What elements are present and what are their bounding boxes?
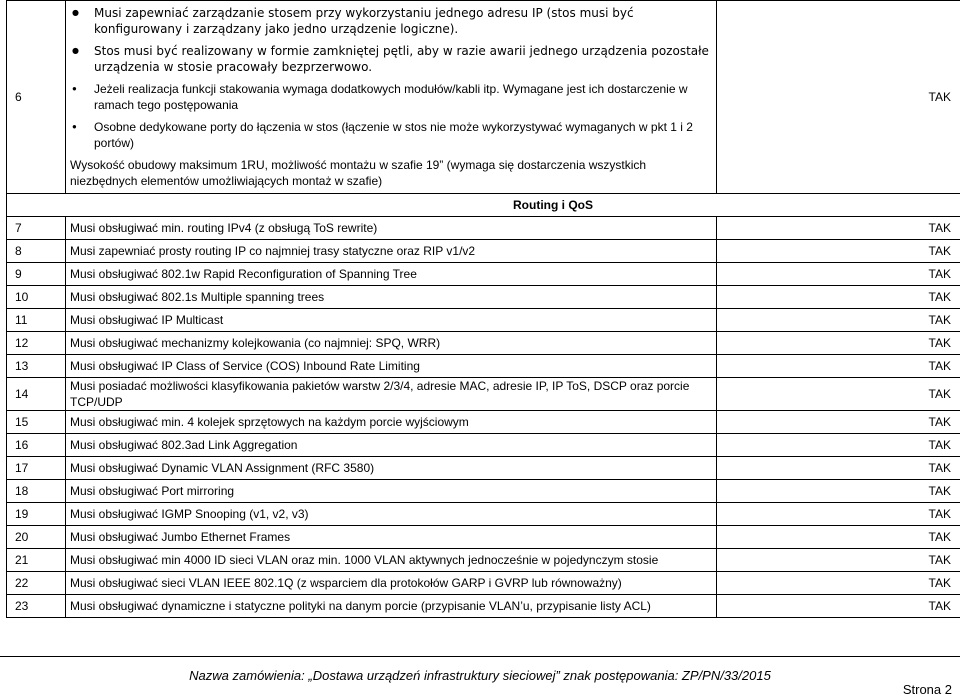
list-item: ● Musi zapewniać zarządzanie stosem przy wykorzystaniu jednego adresu IP (stos musi być konfigurowany i zarządzany jako jedno urządzenie logiczne).: [94, 5, 712, 37]
row-value: TAK: [717, 309, 960, 332]
row-value: TAK: [717, 240, 960, 263]
table-row: [7, 503, 960, 526]
row-value: TAK: [717, 503, 960, 526]
row-number: 9: [7, 263, 66, 286]
row-description: Musi obsługiwać mechanizmy kolejkowania (co najmniej: SPQ, WRR): [66, 332, 717, 355]
row-number: 16: [7, 434, 66, 457]
row-description: Musi obsługiwać dynamiczne i statyczne polityki na danym porcie (przypisanie VLAN’u, przypisanie listy ACL): [66, 595, 717, 618]
table-row: [7, 457, 960, 480]
table-row: [7, 526, 960, 549]
row-value: TAK: [717, 332, 960, 355]
row-number: 10: [7, 286, 66, 309]
row-number: 19: [7, 503, 66, 526]
table-row: [7, 378, 960, 411]
row-extra-text: Wysokość obudowy maksimum 1RU, możliwość montażu w szafie 19” (wymaga się dostarczenia wszystkich niezbędnych elementów umożliwiających montaż w szafie): [70, 157, 712, 189]
row-description: Musi obsługiwać Port mirroring: [66, 480, 717, 503]
row-number: 20: [7, 526, 66, 549]
row-description: Musi obsługiwać Dynamic VLAN Assignment (RFC 3580): [66, 457, 717, 480]
row-number: 6: [7, 1, 66, 194]
row-description: Musi obsługiwać IP Class of Service (COS) Inbound Rate Limiting: [66, 355, 717, 378]
table-row: [7, 434, 960, 457]
list-item: ● Stos musi być realizowany w formie zamkniętej pętli, aby w razie awarii jednego urządzenia pozostałe urządzenia w stosie pracowały bezprzerwowo.: [94, 43, 712, 75]
row-description: Musi obsługiwać IGMP Snooping (v1, v2, v3): [66, 503, 717, 526]
row-value: TAK: [717, 263, 960, 286]
table-row: [7, 480, 960, 503]
footer-rule: [0, 656, 960, 657]
section-header-row: [7, 194, 960, 217]
table-row: [7, 263, 960, 286]
table-row: [7, 332, 960, 355]
table-row: [7, 1, 960, 194]
rows-body: [7, 217, 960, 618]
table-row: [7, 309, 960, 332]
row-value: TAK: [717, 434, 960, 457]
table-row: [7, 411, 960, 434]
row-number: 14: [7, 378, 66, 411]
section-title: Routing i QoS: [7, 194, 960, 217]
row-description: Musi zapewniać prosty routing IP co najmniej trasy statyczne oraz RIP v1/v2: [66, 240, 717, 263]
row-value: TAK: [717, 411, 960, 434]
table-row: [7, 240, 960, 263]
footer-text: Nazwa zamówienia: „Dostawa urządzeń infrastruktury sieciowej” znak postępowania: ZP/PN/33/2015: [0, 668, 960, 683]
row-value: TAK: [717, 1, 960, 194]
row-description: Musi obsługiwać min. routing IPv4 (z obsługą ToS rewrite): [66, 217, 717, 240]
row-number: 22: [7, 572, 66, 595]
row-value: TAK: [717, 595, 960, 618]
row-description: [66, 1, 717, 194]
row-value: TAK: [717, 355, 960, 378]
row-number: 7: [7, 217, 66, 240]
row-number: 12: [7, 332, 66, 355]
list-item: ● Osobne dedykowane porty do łączenia w stos (łączenie w stos nie może wykorzystywać wymaganych w pkt 1 i 2 portów): [94, 119, 712, 151]
row-description: Musi obsługiwać min 4000 ID sieci VLAN oraz min. 1000 VLAN aktywnych jednocześnie w pojedynczym stosie: [66, 549, 717, 572]
row-number: 13: [7, 355, 66, 378]
row-number: 21: [7, 549, 66, 572]
row-value: TAK: [717, 217, 960, 240]
table-row: [7, 572, 960, 595]
table-row: [7, 549, 960, 572]
row-value: TAK: [717, 549, 960, 572]
table-row: [7, 286, 960, 309]
row-description: Musi obsługiwać 802.1w Rapid Reconfiguration of Spanning Tree: [66, 263, 717, 286]
row-value: TAK: [717, 572, 960, 595]
row-description: Musi obsługiwać min. 4 kolejek sprzętowych na każdym porcie wyjściowym: [66, 411, 717, 434]
row-number: 8: [7, 240, 66, 263]
table-row: [7, 217, 960, 240]
row-value: TAK: [717, 457, 960, 480]
row-description: Musi obsługiwać sieci VLAN IEEE 802.1Q (z wsparciem dla protokołów GARP i GVRP lub równoważny): [66, 572, 717, 595]
row-number: 15: [7, 411, 66, 434]
row-description: Musi obsługiwać 802.1s Multiple spanning trees: [66, 286, 717, 309]
list-item: ● Jeżeli realizacja funkcji stakowania wymaga dodatkowych modułów/kabli itp. Wymagane jest ich dostarczenie w ramach tego postępowania: [94, 81, 712, 113]
row-value: TAK: [717, 378, 960, 411]
row-value: TAK: [717, 286, 960, 309]
row-number: 17: [7, 457, 66, 480]
table-row: [7, 355, 960, 378]
row-description: Musi obsługiwać IP Multicast: [66, 309, 717, 332]
row-number: 23: [7, 595, 66, 618]
page-number: Strona 2: [903, 682, 952, 697]
requirements-table: [6, 0, 960, 618]
row-value: TAK: [717, 526, 960, 549]
row-description: Musi posiadać możliwości klasyfikowania pakietów warstw 2/3/4, adresie MAC, adresie IP, IP ToS, DSCP oraz porcie TCP/UDP: [66, 378, 717, 411]
row-description: Musi obsługiwać 802.3ad Link Aggregation: [66, 434, 717, 457]
row-value: TAK: [717, 480, 960, 503]
row-description: Musi obsługiwać Jumbo Ethernet Frames: [66, 526, 717, 549]
row-number: 18: [7, 480, 66, 503]
row-number: 11: [7, 309, 66, 332]
table-row: [7, 595, 960, 618]
